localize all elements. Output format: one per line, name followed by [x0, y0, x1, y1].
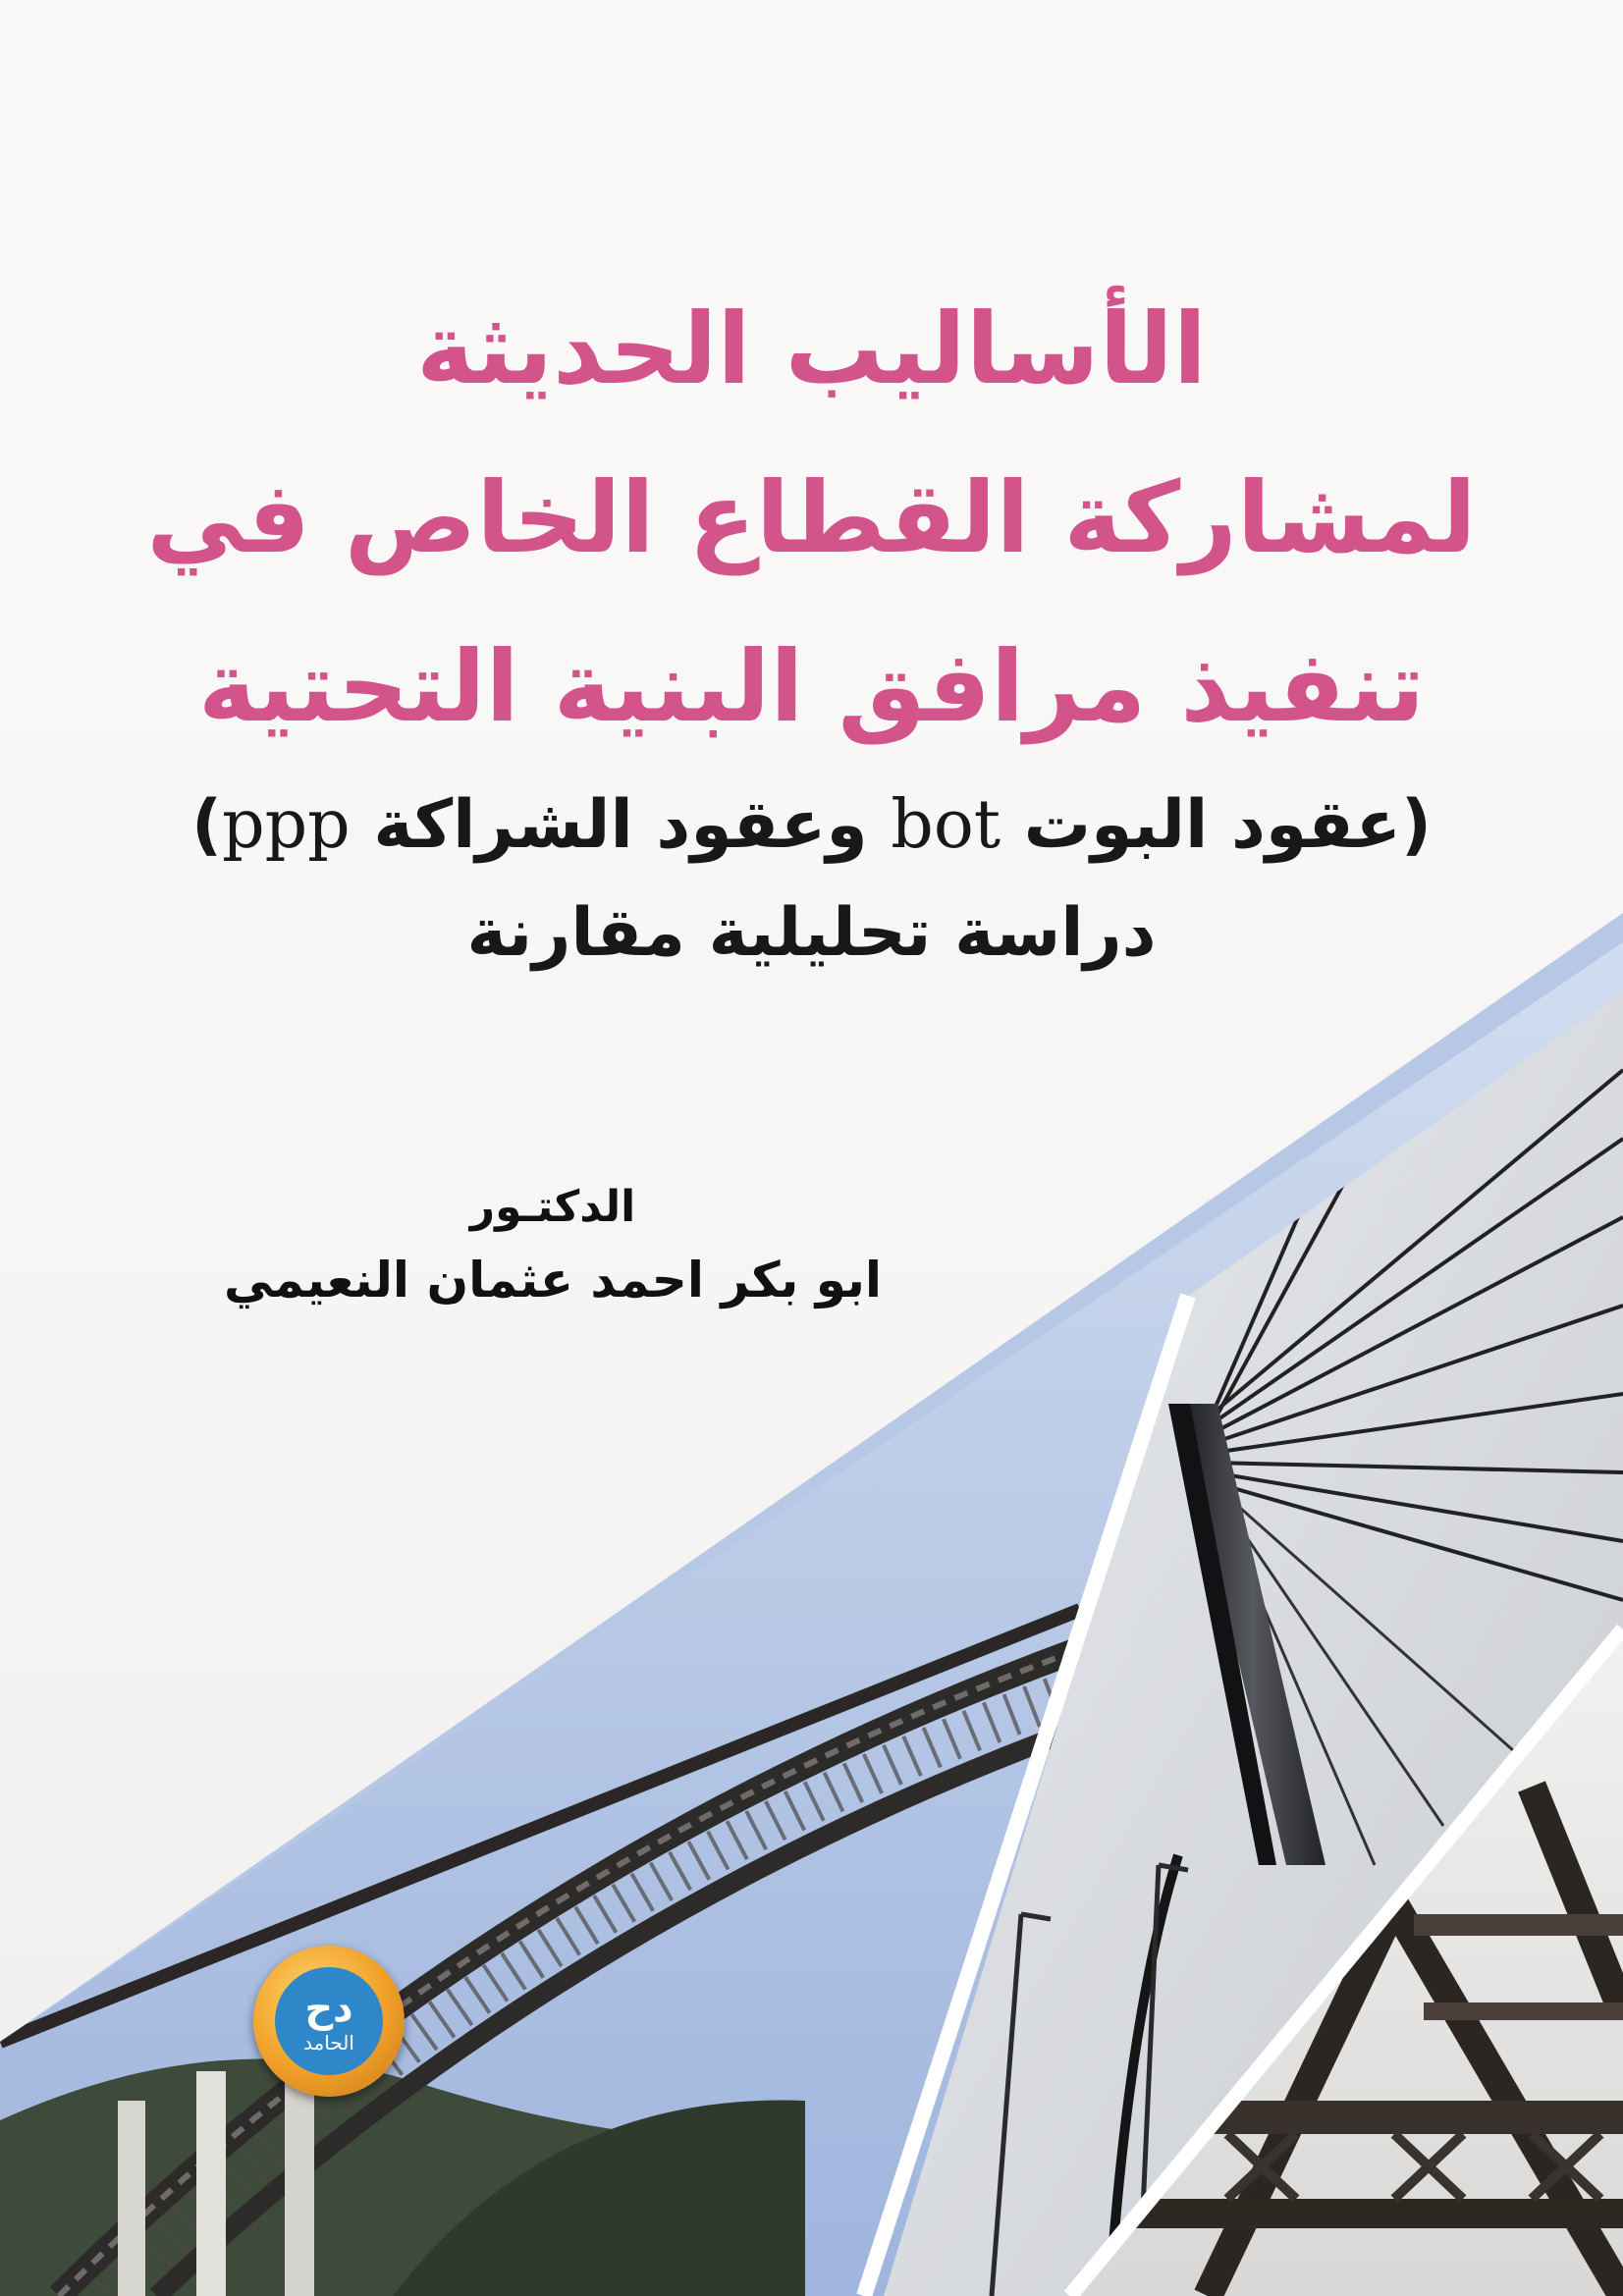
title-line-2: لمشاركة القطاع الخاص في [146, 460, 1477, 575]
subtitle-part-1: (عقود البوت [1001, 786, 1433, 864]
author-block [199, 1173, 906, 1318]
subtitle-latin-bot: bot [891, 786, 1001, 864]
study-type-line: دراسة تحليلية مقارنة [466, 894, 1157, 972]
publisher-logo-badge [275, 1967, 383, 2075]
subtitle-part-3: ) [190, 786, 223, 864]
subtitle-latin-ppp: ppp [222, 786, 351, 864]
author-title: الدكتـور [469, 1182, 636, 1232]
title-line-3: تنفيذ مرافق البنية التحتية [197, 629, 1426, 744]
title-line-1: الأساليب الحديثة [416, 292, 1207, 406]
publisher-logo-mark: دح [304, 1986, 353, 2031]
author-name: ابو بكر احمد عثمان النعيمي [223, 1252, 883, 1308]
subtitle-part-2: وعقود الشراكة [350, 786, 892, 864]
publisher-logo-icon [253, 1946, 405, 2097]
publisher-logo-text: الحامد [303, 2031, 354, 2055]
subtitle [0, 772, 1623, 880]
book-title [0, 265, 1623, 988]
